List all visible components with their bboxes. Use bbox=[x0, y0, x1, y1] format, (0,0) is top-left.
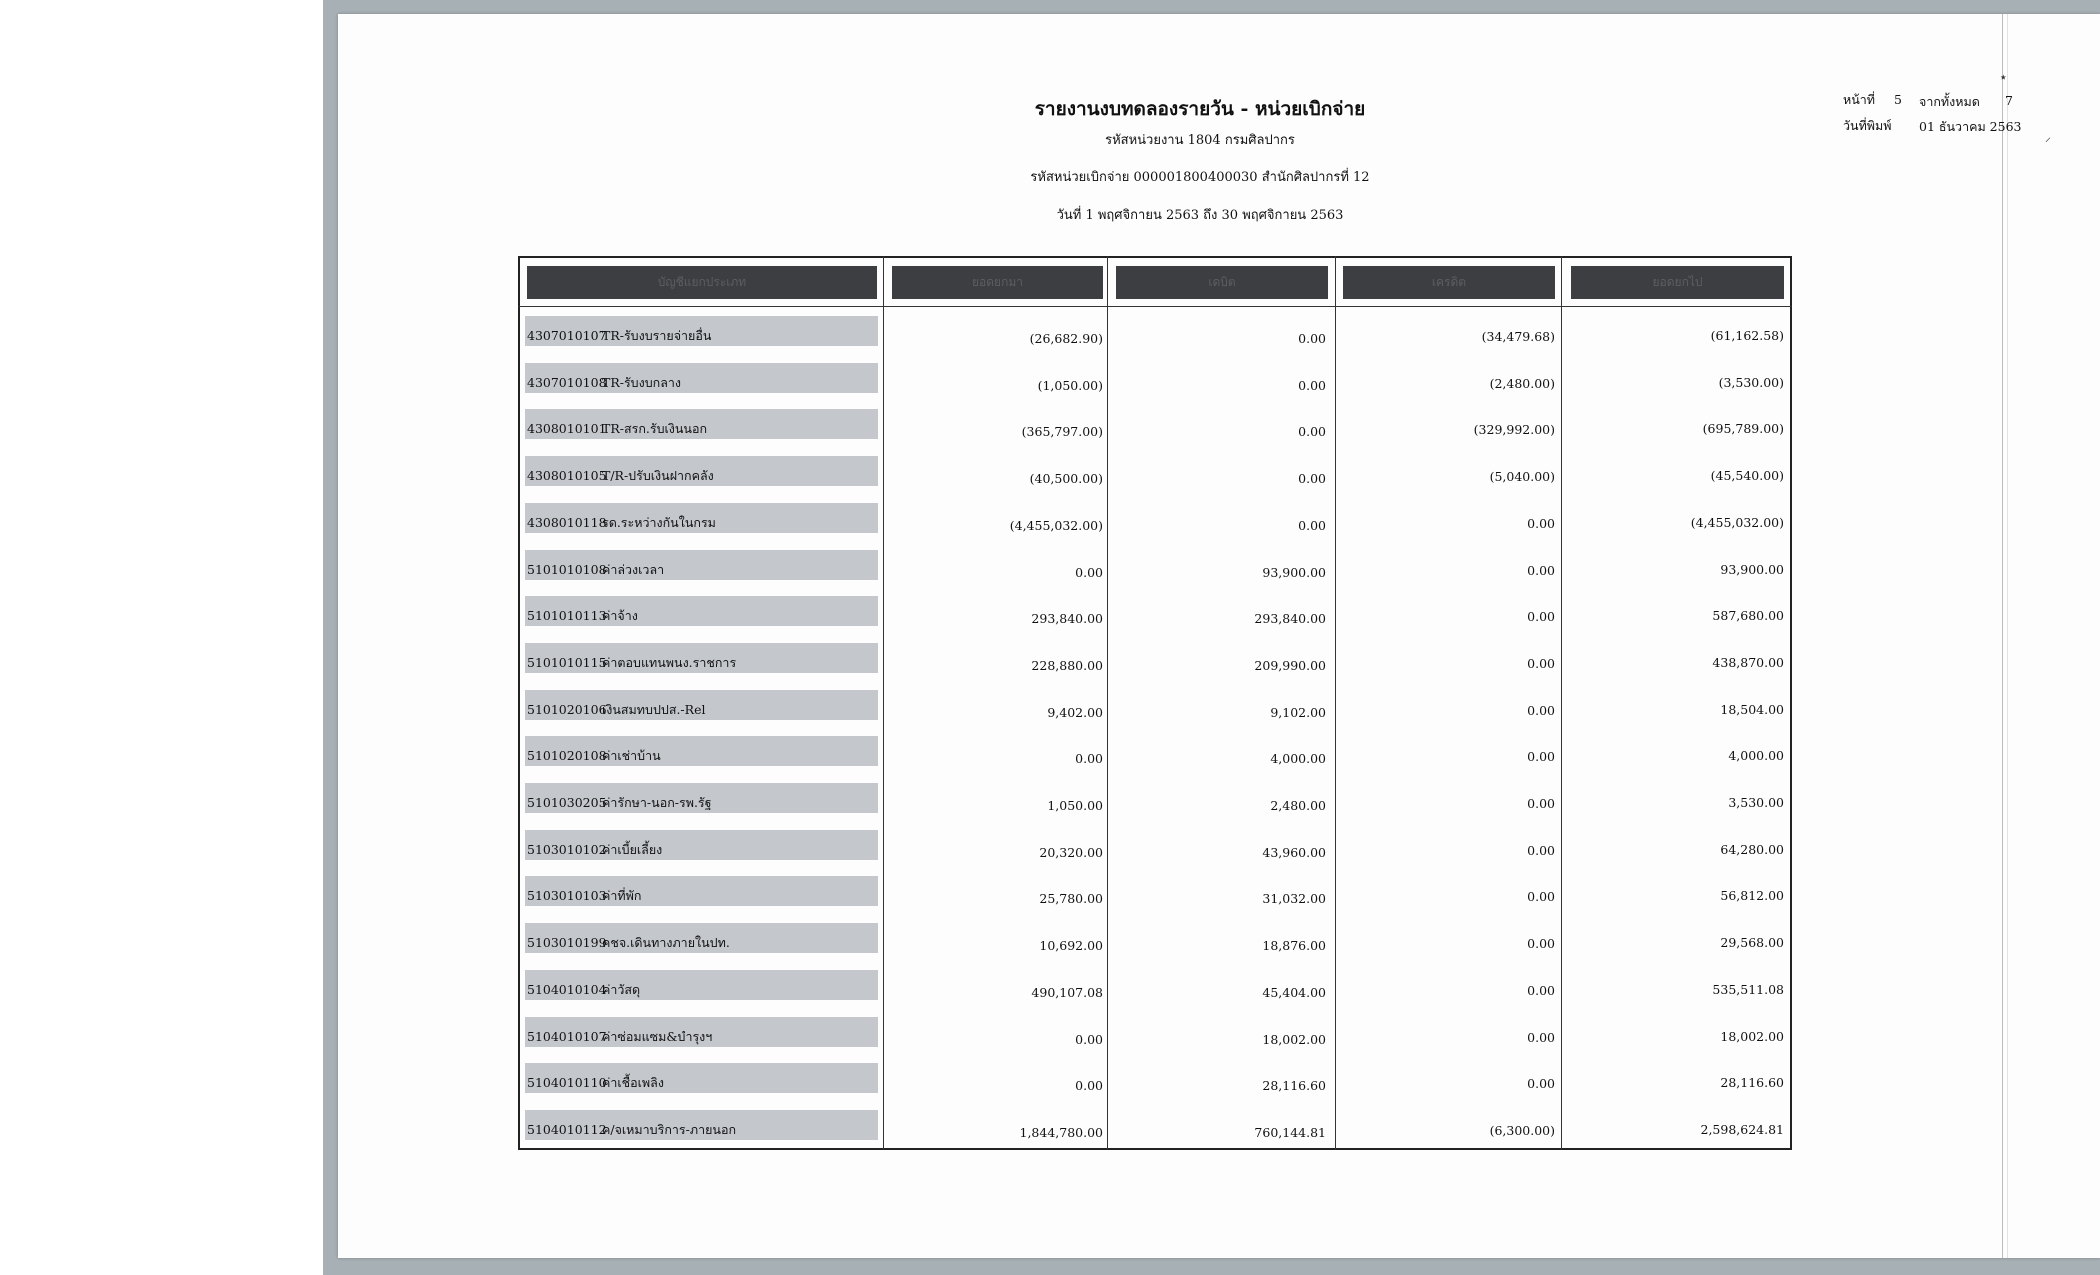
account-name: TR-สรก.รับเงินนอก bbox=[602, 421, 708, 436]
cell-carried-forward: 93,900.00 bbox=[1720, 562, 1784, 577]
cell-brought-forward: (4,455,032.00) bbox=[1009, 518, 1103, 533]
cell-debit: 18,002.00 bbox=[1262, 1032, 1326, 1047]
account-name: ค่าล่วงเวลา bbox=[602, 562, 665, 577]
page-label: หน้าที่ bbox=[1843, 92, 1876, 107]
table-row bbox=[525, 456, 878, 486]
page-edge-line-secondary bbox=[2007, 14, 2008, 1258]
cell-carried-forward: (61,162.58) bbox=[1710, 328, 1784, 343]
table-row bbox=[525, 550, 878, 580]
cell-carried-forward: 438,870.00 bbox=[1712, 655, 1784, 670]
cell-debit: 0.00 bbox=[1298, 471, 1326, 486]
cell-carried-forward: 587,680.00 bbox=[1712, 608, 1784, 623]
cell-brought-forward: 490,107.08 bbox=[1031, 985, 1103, 1000]
cell-debit: 9,102.00 bbox=[1270, 705, 1326, 720]
account-name: เงินสมทบปปส.-Rel bbox=[602, 702, 706, 717]
cell-debit: 0.00 bbox=[1298, 378, 1326, 393]
account-code: 5101020108 bbox=[527, 748, 607, 763]
agency-line: รหัสหน่วยงาน 1804 กรมศิลปากร bbox=[1105, 133, 1295, 148]
cell-brought-forward: (40,500.00) bbox=[1029, 471, 1103, 486]
cell-brought-forward: (1,050.00) bbox=[1037, 378, 1103, 393]
cell-debit: 28,116.60 bbox=[1262, 1078, 1326, 1093]
table-row bbox=[525, 503, 878, 533]
cell-debit: 293,840.00 bbox=[1254, 611, 1326, 626]
cell-carried-forward: 535,511.08 bbox=[1712, 982, 1784, 997]
cell-credit: 0.00 bbox=[1527, 1076, 1555, 1091]
header-account: บัญชีแยกประเภท bbox=[527, 266, 877, 299]
table-row bbox=[525, 690, 878, 720]
account-code: 5104010104 bbox=[527, 982, 607, 997]
cell-carried-forward: (4,455,032.00) bbox=[1690, 515, 1784, 530]
account-code: 4308010118 bbox=[527, 515, 607, 530]
table-row bbox=[525, 736, 878, 766]
print-date: 01 ธันวาคม 2563 bbox=[1919, 119, 2022, 134]
cell-credit: (6,300.00) bbox=[1489, 1123, 1555, 1138]
account-code: 4307010107 bbox=[527, 328, 607, 343]
account-name: ค่าที่พัก bbox=[602, 888, 642, 903]
cell-debit: 0.00 bbox=[1298, 331, 1326, 346]
cell-carried-forward: 4,000.00 bbox=[1728, 748, 1784, 763]
account-name: ค่าเบี้ยเลี้ยง bbox=[602, 842, 663, 857]
table-row bbox=[525, 1110, 878, 1140]
account-name: T/R-ปรับเงินฝากคลัง bbox=[602, 468, 714, 483]
unit-line: รหัสหน่วยเบิกจ่าย 000001800400030 สำนักศิลปากรที่ 12 bbox=[1030, 170, 1370, 185]
cell-carried-forward: 2,598,624.81 bbox=[1700, 1122, 1784, 1137]
table-row bbox=[525, 1063, 878, 1093]
account-code: 5103010102 bbox=[527, 842, 607, 857]
account-code: 5101010115 bbox=[527, 655, 607, 670]
cell-carried-forward: 64,280.00 bbox=[1720, 842, 1784, 857]
scan-mark-icon: ٭ bbox=[2000, 70, 2007, 84]
cell-carried-forward: 18,504.00 bbox=[1720, 702, 1784, 717]
account-code: 5101010108 bbox=[527, 562, 607, 577]
cell-credit: 0.00 bbox=[1527, 1030, 1555, 1045]
account-name: ค่าซ่อมแซม&บำรุงฯ bbox=[602, 1029, 713, 1044]
account-name: ค่าวัสดุ bbox=[602, 982, 641, 997]
cell-credit: (2,480.00) bbox=[1489, 376, 1555, 391]
account-name: TR-รับงบรายจ่ายอื่น bbox=[602, 328, 712, 343]
period-line: วันที่ 1 พฤศจิกายน 2563 ถึง 30 พฤศจิกายน 2563 bbox=[1056, 208, 1344, 223]
table-row bbox=[525, 970, 878, 1000]
table-row bbox=[525, 923, 878, 953]
table-row bbox=[525, 596, 878, 626]
total-pages: 7 bbox=[2005, 93, 2013, 108]
account-name: ค่ารักษา-นอก-รพ.รัฐ bbox=[602, 795, 712, 810]
cell-debit: 209,990.00 bbox=[1254, 658, 1326, 673]
cell-brought-forward: 228,880.00 bbox=[1031, 658, 1103, 673]
table-row bbox=[525, 830, 878, 860]
cell-debit: 93,900.00 bbox=[1262, 565, 1326, 580]
cell-debit: 45,404.00 bbox=[1262, 985, 1326, 1000]
header-divider bbox=[518, 306, 1792, 307]
header-debit: เดบิต bbox=[1116, 266, 1328, 299]
account-code: 5101010113 bbox=[527, 608, 607, 623]
column-divider bbox=[1561, 256, 1562, 1150]
account-code: 5103010199 bbox=[527, 935, 607, 950]
account-code: 4308010105 bbox=[527, 468, 607, 483]
report-title: รายงานงบทดลองรายวัน - หน่วยเบิกจ่าย bbox=[1034, 98, 1366, 120]
account-code: 4307010108 bbox=[527, 375, 607, 390]
cell-brought-forward: (365,797.00) bbox=[1021, 424, 1103, 439]
header-carried-forward: ยอดยกไป bbox=[1571, 266, 1784, 299]
cell-credit: 0.00 bbox=[1527, 516, 1555, 531]
cell-credit: 0.00 bbox=[1527, 889, 1555, 904]
cell-credit: 0.00 bbox=[1527, 843, 1555, 858]
cell-credit: 0.00 bbox=[1527, 656, 1555, 671]
page-edge-line bbox=[2002, 14, 2003, 1258]
account-name: ค่าจ้าง bbox=[602, 608, 638, 623]
cell-carried-forward: (45,540.00) bbox=[1710, 468, 1784, 483]
cell-debit: 18,876.00 bbox=[1262, 938, 1326, 953]
table-row bbox=[525, 409, 878, 439]
account-name: รด.ระหว่างกันในกรม bbox=[602, 515, 716, 530]
cell-debit: 31,032.00 bbox=[1262, 891, 1326, 906]
cell-brought-forward: 25,780.00 bbox=[1039, 891, 1103, 906]
cell-brought-forward: 20,320.00 bbox=[1039, 845, 1103, 860]
cell-credit: 0.00 bbox=[1527, 609, 1555, 624]
header-credit: เครดิต bbox=[1343, 266, 1555, 299]
cell-brought-forward: 0.00 bbox=[1075, 1078, 1103, 1093]
cell-carried-forward: 56,812.00 bbox=[1720, 888, 1784, 903]
account-code: 4308010101 bbox=[527, 421, 607, 436]
account-name: ค/จเหมาบริการ-ภายนอก bbox=[602, 1122, 737, 1137]
cell-brought-forward: 9,402.00 bbox=[1047, 705, 1103, 720]
table-row bbox=[525, 876, 878, 906]
table-row bbox=[525, 1017, 878, 1047]
cell-brought-forward: 0.00 bbox=[1075, 565, 1103, 580]
table-row bbox=[525, 316, 878, 346]
account-name: TR-รับงบกลาง bbox=[602, 375, 682, 390]
cell-brought-forward: 10,692.00 bbox=[1039, 938, 1103, 953]
cell-credit: 0.00 bbox=[1527, 936, 1555, 951]
table-row bbox=[525, 363, 878, 393]
cell-brought-forward: 0.00 bbox=[1075, 751, 1103, 766]
table-row bbox=[525, 783, 878, 813]
cell-brought-forward: 1,844,780.00 bbox=[1019, 1125, 1103, 1140]
cell-debit: 760,144.81 bbox=[1254, 1125, 1326, 1140]
account-name: คชจ.เดินทางภายในปท. bbox=[602, 935, 730, 950]
cell-credit: 0.00 bbox=[1527, 749, 1555, 764]
table-row bbox=[525, 643, 878, 673]
cell-debit: 43,960.00 bbox=[1262, 845, 1326, 860]
cell-carried-forward: 3,530.00 bbox=[1728, 795, 1784, 810]
account-code: 5104010112 bbox=[527, 1122, 607, 1137]
cell-carried-forward: (695,789.00) bbox=[1702, 421, 1784, 436]
cell-brought-forward: (26,682.90) bbox=[1029, 331, 1103, 346]
cell-carried-forward: (3,530.00) bbox=[1718, 375, 1784, 390]
cell-credit: (329,992.00) bbox=[1473, 422, 1555, 437]
account-name: ค่าเชื้อเพลิง bbox=[602, 1075, 664, 1090]
cell-debit: 4,000.00 bbox=[1270, 751, 1326, 766]
cell-debit: 0.00 bbox=[1298, 424, 1326, 439]
account-name: ค่าเช่าบ้าน bbox=[602, 748, 661, 763]
account-code: 5101030205 bbox=[527, 795, 607, 810]
cell-debit: 2,480.00 bbox=[1270, 798, 1326, 813]
account-code: 5104010110 bbox=[527, 1075, 607, 1090]
print-date-label: วันที่พิมพ์ bbox=[1843, 118, 1892, 133]
page-number: 5 bbox=[1894, 92, 1902, 107]
account-code: 5103010103 bbox=[527, 888, 607, 903]
cell-brought-forward: 1,050.00 bbox=[1047, 798, 1103, 813]
cell-debit: 0.00 bbox=[1298, 518, 1326, 533]
cell-credit: (5,040.00) bbox=[1489, 469, 1555, 484]
cell-brought-forward: 293,840.00 bbox=[1031, 611, 1103, 626]
cell-carried-forward: 28,116.60 bbox=[1720, 1075, 1784, 1090]
cell-carried-forward: 18,002.00 bbox=[1720, 1029, 1784, 1044]
cell-brought-forward: 0.00 bbox=[1075, 1032, 1103, 1047]
cell-credit: 0.00 bbox=[1527, 983, 1555, 998]
account-name: ค่าตอบแทนพนง.ราชการ bbox=[602, 655, 737, 670]
account-code: 5104010107 bbox=[527, 1029, 607, 1044]
cell-credit: (34,479.68) bbox=[1481, 329, 1555, 344]
scan-mark-icon: ⸝ bbox=[2045, 130, 2052, 144]
total-label: จากทั้งหมด bbox=[1919, 94, 1980, 109]
cell-credit: 0.00 bbox=[1527, 703, 1555, 718]
header-brought-forward: ยอดยกมา bbox=[892, 266, 1103, 299]
cell-carried-forward: 29,568.00 bbox=[1720, 935, 1784, 950]
cell-credit: 0.00 bbox=[1527, 796, 1555, 811]
account-code: 5101020106 bbox=[527, 702, 607, 717]
cell-credit: 0.00 bbox=[1527, 563, 1555, 578]
